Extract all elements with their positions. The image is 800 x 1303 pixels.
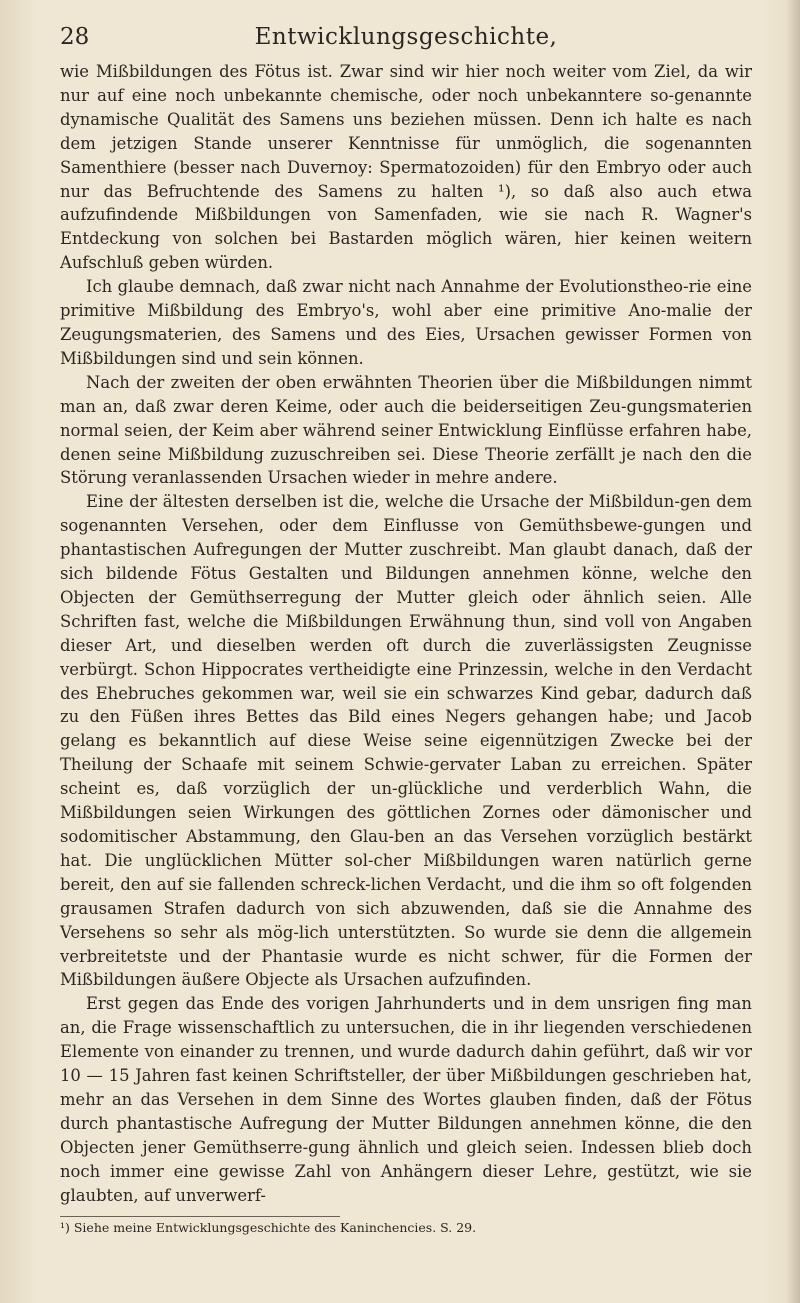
footnote-text: ¹) Siehe meine Entwicklungsgeschichte des Kaninchencies. S. 29. xyxy=(60,1219,477,1235)
paragraph: Erst gegen das Ende des vorigen Jahrhunderts und in dem unsrigen fing man an, die Frage wissenschaftlich zu untersuchen, die in ihr liegenden verschiedenen Elemente von einander zu trennen, und wurde dadurch dahin geführt, daß wir vor 10 — 15 Jahren fast keinen Schriftsteller, der über Mißbildungen geschrieben hat, mehr an das Versehen in dem Sinne des Wortes glauben finden, daß der Fötus durch phantastische Aufregung der Mutter Bildungen annehmen könne, die den Objecten jener Gemüthserre-gung ähnlich und gleich seien. Indessen blieb doch noch immer eine gewisse Zahl von Anhängern dieser Lehre, gestützt, wie sie glaubten, auf unverwerf- xyxy=(60,994,752,1205)
body-text xyxy=(60,60,752,1208)
paragraph: Ich glaube demnach, daß zwar nicht nach Annahme der Evolutionstheo-rie eine primitive Mißbildung des Embryo's, wohl aber eine primitive Ano-malie der Zeugungsmaterien, des Samens und des Eies, Ursachen gewisser Formen von Mißbildungen sind und sein können. xyxy=(60,277,752,368)
paragraph: wie Mißbildungen des Fötus ist. Zwar sind wir hier noch weiter vom Ziel, da wir nur auf eine noch unbekannte chemische, oder noch unbekanntere so-genannte dynamische Qualität des Samens uns beziehen müssen. Denn ich halte es nach dem jetzigen Stande unserer Kenntnisse für unmöglich, die sogenannten Samenthiere (besser nach Duvernoy: Spermatozoiden) für den Embryo oder auch nur das Befruchtende des Samens zu halten ¹), so daß also auch etwa aufzufindende Mißbildungen von Samenfaden, wie sie nach R. Wagner's Entdeckung von solchen bei Bastarden möglich wären, hier keinen weitern Aufschluß geben würden. xyxy=(60,62,752,273)
page-header xyxy=(60,22,752,56)
footnote xyxy=(60,1216,477,1236)
paragraph: Eine der ältesten derselben ist die, welche die Ursache der Mißbildun-gen dem sogenannten Versehen, oder dem Einflusse von Gemüthsbewe-gungen und phantastischen Aufregungen der Mutter zuschreibt. Man glaubt danach, daß der sich bildende Fötus Gestalten und Bildungen annehmen könne, welche den Objecten der Gemüthserregung der Mutter gleich oder ähnlich seien. Alle Schriften fast, welche die Mißbildungen Erwähnung thun, sind voll von Angaben dieser Art, und dieselben werden oft durch die zuverlässigsten Zeugnisse verbürgt. Schon Hippocrates vertheidigte eine Prinzessin, welche in den Verdacht des Ehebruches gekommen war, weil sie ein schwarzes Kind gebar, dadurch daß zu den Füßen ihres Bettes das Bild eines Negers gehangen habe; und Jacob gelang es bekanntlich auf diese Weise seine eigennützigen Zwecke bei der Theilung der Schaafe mit seinem Schwie-gervater Laban zu erreichen. Später scheint es, daß vorzüglich der un-glückliche und verderblich Wahn, die Mißbildungen seien Wirkungen des göttlichen Zornes oder dämonischer und sodomitischer Abstammung, den Glau-ben an das Versehen vorzüglich bestärkt hat. Die unglücklichen Mütter sol-cher Mißbildungen waren natürlich gerne bereit, den auf sie fallenden schreck-lichen Verdacht, und die ihm so oft folgenden grausamen Strafen dadurch von sich abzuwenden, daß sie die Annahme des Versehens so sehr als mög-lich unterstützten. So wurde sie denn die allgemein verbreitetste und der Phantasie wurde es nicht schwer, für die Formen der Mißbildungen äußere Objecte als Ursachen aufzufinden. xyxy=(60,492,752,990)
paragraph: Nach der zweiten der oben erwähnten Theorien über die Mißbildungen nimmt man an, daß zwar deren Keime, oder auch die beiderseitigen Zeu-gungsmaterien normal seien, der Keim aber während seiner Entwicklung Einflüsse erfahren habe, denen seine Mißbildung zuzuschreiben sei. Diese Theorie zerfällt je nach den die Störung veranlassenden Ursachen wieder in mehre andere. xyxy=(60,372,752,488)
page-number: 28 xyxy=(60,24,90,50)
page-edge-shadow xyxy=(786,0,800,1303)
running-title: Entwicklungsgeschichte, xyxy=(254,24,558,50)
